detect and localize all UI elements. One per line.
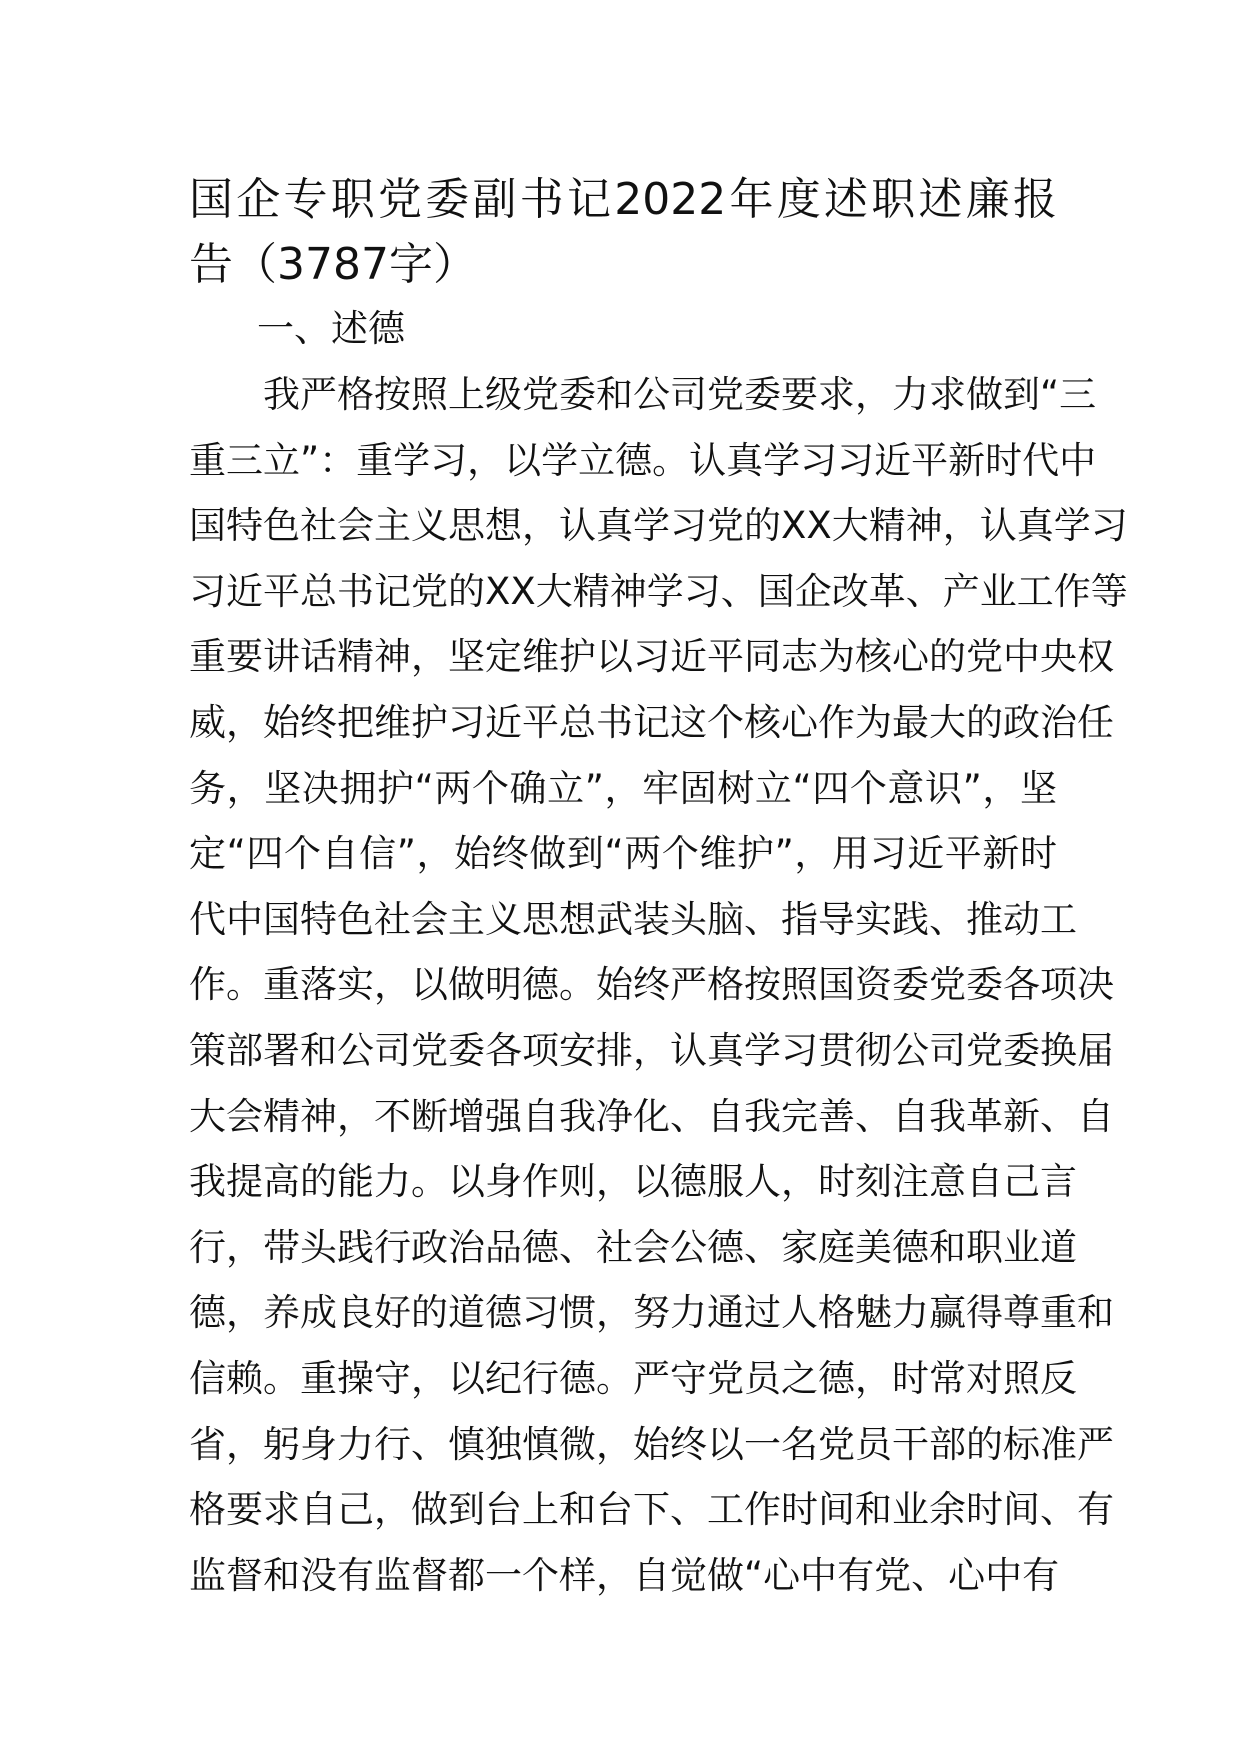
- body-line: 大会精神，不断增强自我净化、自我完善、自我革新、自: [189, 1094, 1114, 1138]
- document-title-line-1: 国企专职党委副书记2022年度述职述廉报: [189, 174, 1057, 225]
- body-line: 省，躬身力行、慎独慎微，始终以一名党员干部的标准严: [189, 1422, 1114, 1466]
- body-line: 威，始终把维护习近平总书记这个核心作为最大的政治任: [189, 701, 1114, 744]
- body-line: 德，养成良好的道德习惯，努力通过人格魅力赢得尊重和: [189, 1291, 1114, 1335]
- body-line: 我严格按照上级党委和公司党委要求，力求做到“三: [263, 373, 1097, 416]
- body-line: 务，坚决拥护“两个确立”，牢固树立“四个意识”，坚: [189, 766, 1057, 810]
- body-line: 行，带头践行政治品德、社会公德、家庭美德和职业道: [189, 1225, 1077, 1269]
- section-heading: 一、述德: [257, 307, 405, 350]
- body-line: 习近平总书记党的XX大精神学习、国企改革、产业工作等: [189, 569, 1128, 613]
- body-line: 策部署和公司党委各项安排，认真学习贯彻公司党委换届: [189, 1029, 1114, 1072]
- body-line: 定“四个自信”，始终做到“两个维护”，用习近平新时: [189, 832, 1057, 876]
- body-line: 重三立”：重学习，以学立德。认真学习习近平新时代中: [189, 438, 1097, 482]
- body-line: 我提高的能力。以身作则，以德服人，时刻注意自己言: [189, 1160, 1077, 1204]
- body-line: 代中国特色社会主义思想武装头脑、指导实践、推动工: [189, 897, 1077, 941]
- document-title-line-2: 告（3787字）: [189, 239, 477, 290]
- body-line: 国特色社会主义思想，认真学习党的XX大精神，认真学习: [189, 504, 1128, 548]
- body-line: 信赖。重操守，以纪行德。严守党员之德，时常对照反: [189, 1357, 1077, 1400]
- body-line: 作。重落实，以做明德。始终严格按照国资委党委各项决: [189, 963, 1114, 1007]
- body-line: 格要求自己，做到台上和台下、工作时间和业余时间、有: [189, 1488, 1114, 1532]
- body-line: 重要讲话精神，坚定维护以习近平同志为核心的党中央权: [189, 635, 1114, 679]
- body-line: 监督和没有监督都一个样，自觉做“心中有党、心中有: [189, 1553, 1060, 1597]
